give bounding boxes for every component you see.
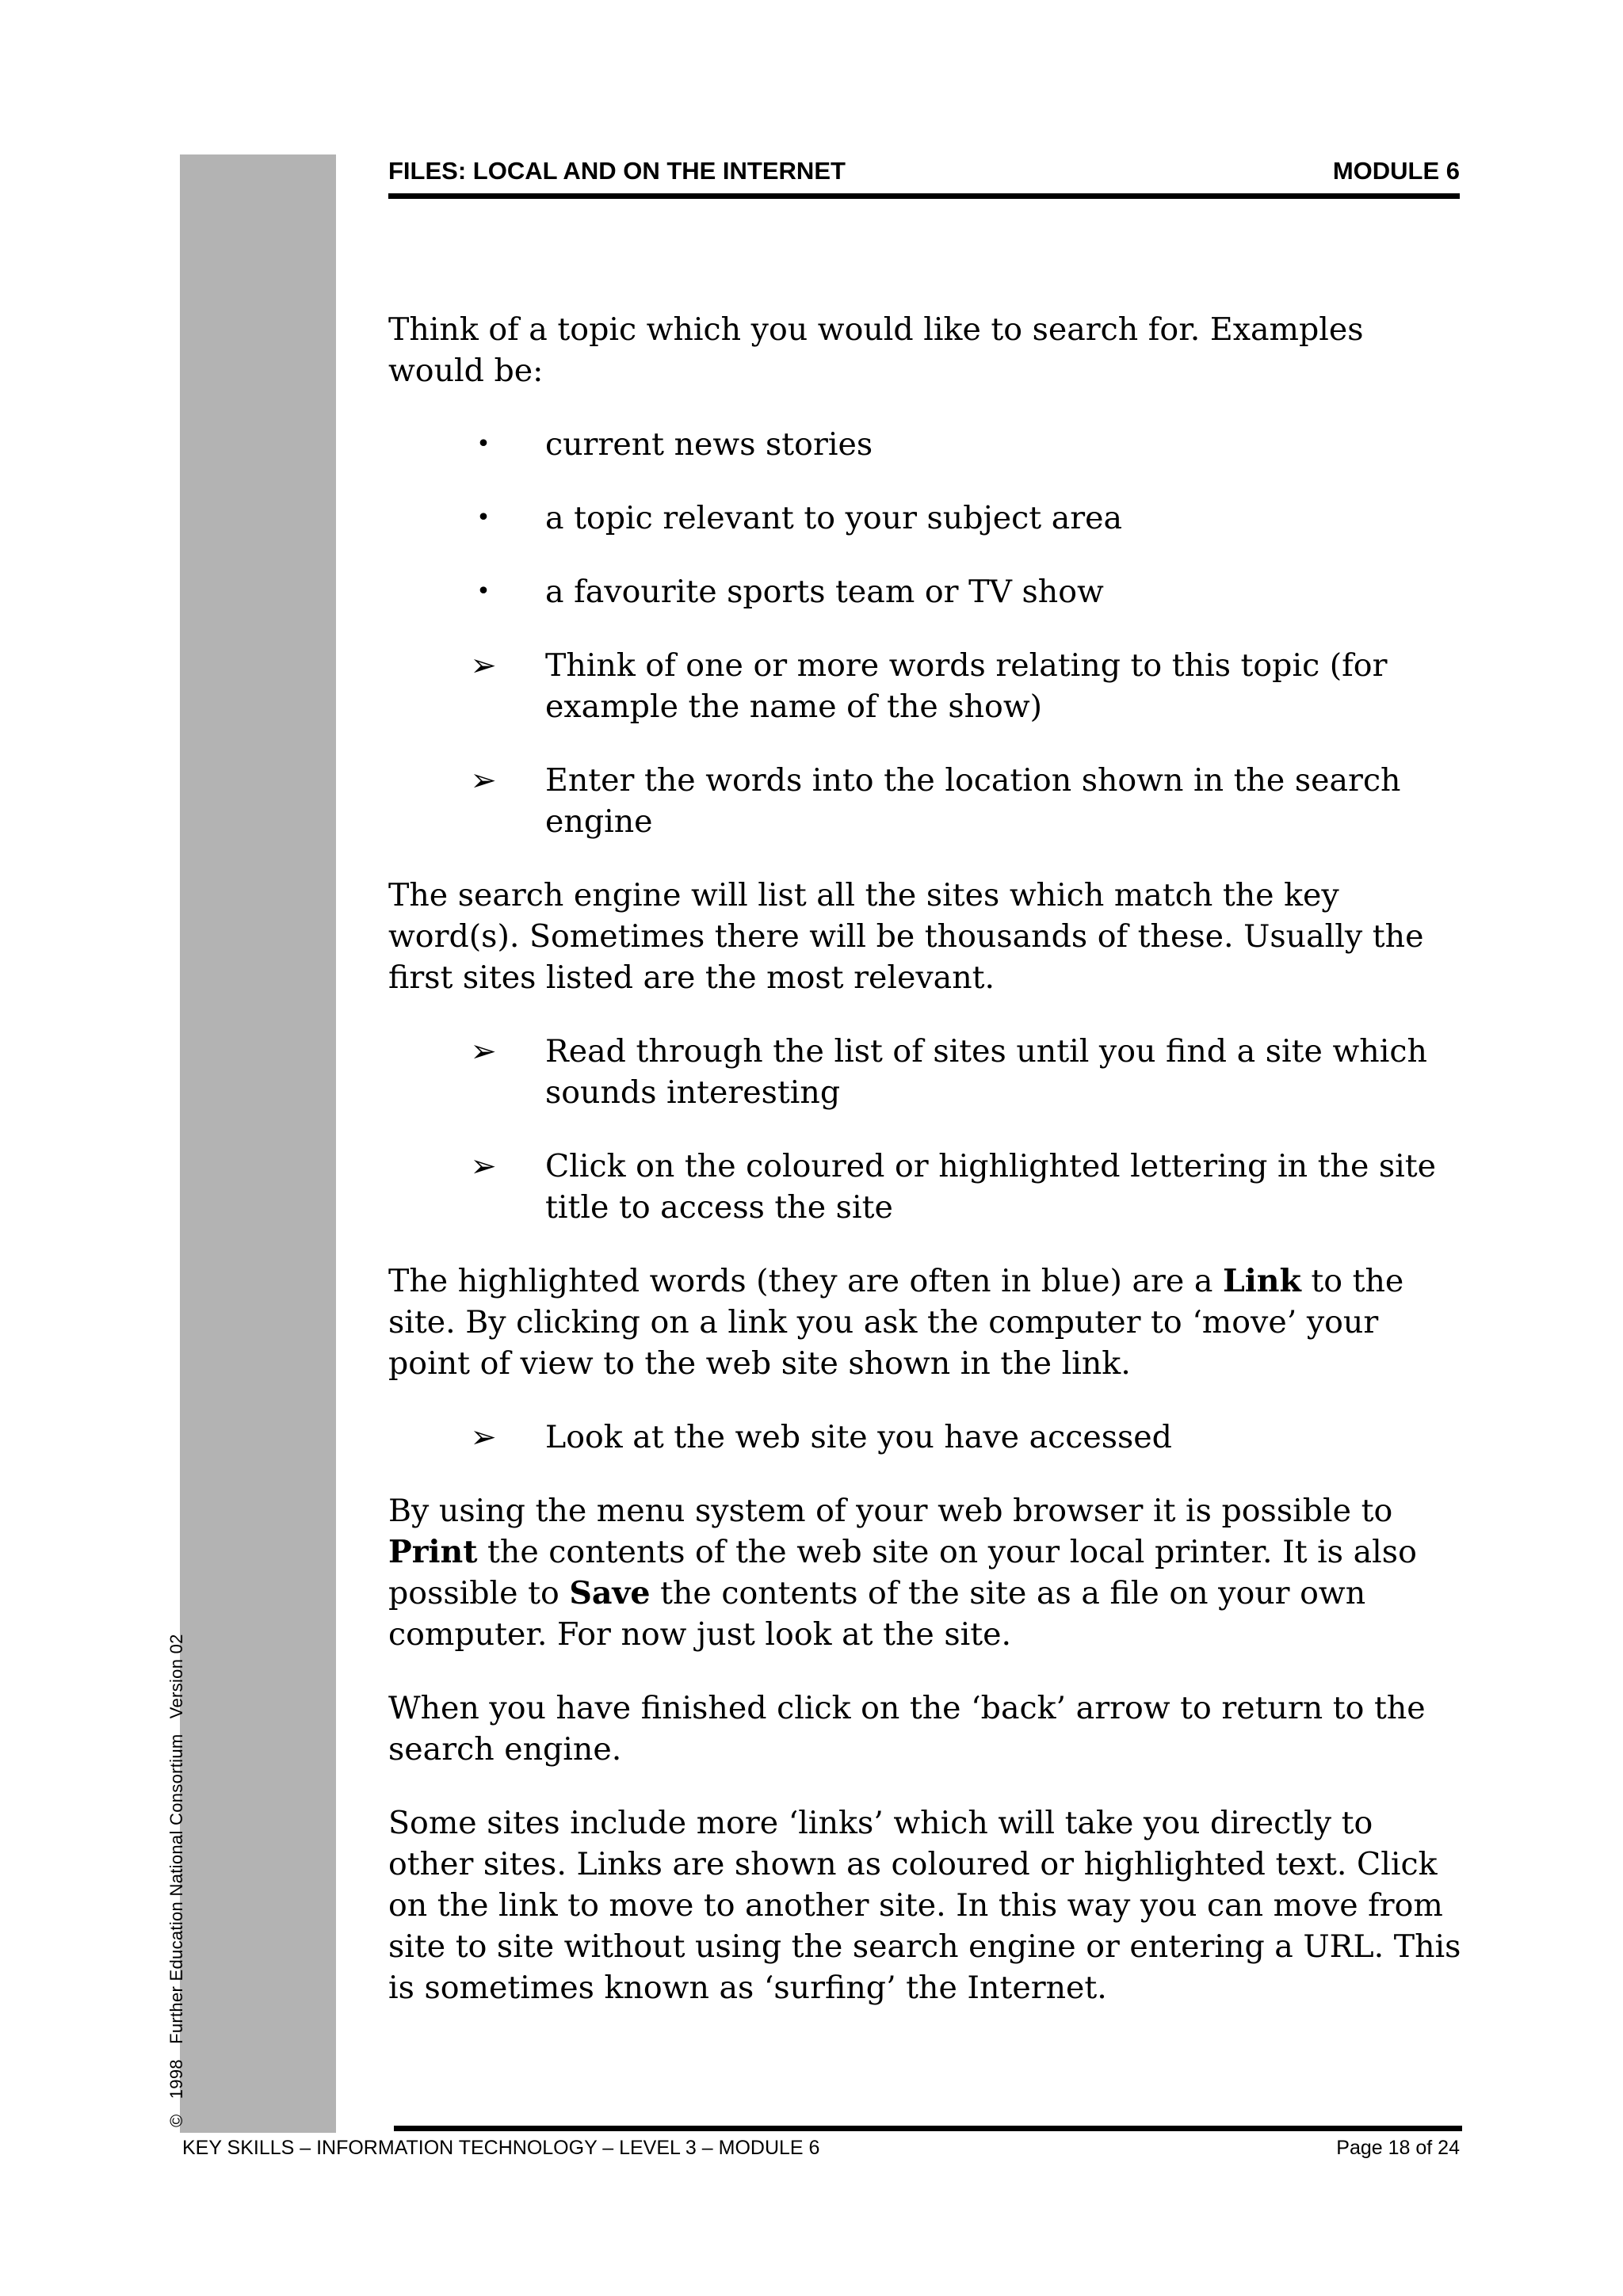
page-header: [388, 157, 1460, 189]
link-paragraph: The highlighted words (they are often in blue) are a Link to the site. By clicking on a link you ask the computer to ‘move’ your point of view to the web site shown in the link.: [388, 1263, 1404, 1382]
search-results-paragraph: The search engine will list all the sites which match the key word(s). Sometimes there will be thousands of these. Usually the first sites listed are the most relevant.: [388, 877, 1424, 996]
list-item: [388, 424, 1466, 465]
intro-paragraph: Think of a topic which you would like to search for. Examples would be:: [388, 311, 1364, 389]
step-item: [388, 1031, 1466, 1113]
step-text: Click on the coloured or highlighted lettering in the site title to access the site: [545, 1148, 1437, 1226]
sidebar-band: [180, 154, 336, 2133]
step-item: [388, 645, 1466, 727]
example-text: a favourite sports team or TV show: [545, 574, 1104, 610]
copyright-notice: © 1998 Further Education National Consortium Version 02: [166, 1634, 186, 2127]
course-title: KEY SKILLS – INFORMATION TECHNOLOGY – LEVEL 3 – MODULE 6: [182, 2137, 820, 2159]
step-text: Look at the web site you have accessed: [545, 1419, 1172, 1455]
page-number: Page 18 of 24: [1336, 2137, 1460, 2159]
surfing-paragraph: Some sites include more ‘links’ which will take you directly to other sites. Links are shown as coloured or highlighted text. Click on the link to move to another site. In this way you can move from site to site without using the search engine or entering a URL. This is sometimes known as ‘surfing’ the Internet.: [388, 1805, 1461, 2006]
bullet-icon: •: [476, 430, 491, 458]
arrow-bullet-icon: ➢: [470, 1148, 497, 1184]
arrow-bullet-icon: ➢: [470, 762, 497, 799]
step-text: Enter the words into the location shown in the search engine: [545, 762, 1401, 840]
print-save-paragraph: By using the menu system of your web browser it is possible to Print the contents of the web site on your local printer. It is also possible to Save the contents of the site as a file on your own computer. For now just look at the site.: [388, 1493, 1417, 1653]
list-item: [388, 571, 1466, 612]
example-text: a topic relevant to your subject area: [545, 500, 1123, 536]
step-item: [388, 760, 1466, 842]
arrow-bullet-icon: ➢: [470, 1033, 497, 1070]
print-term: Print: [388, 1534, 478, 1570]
page-body: [388, 309, 1466, 2041]
footer-divider: [394, 2126, 1462, 2131]
section-title: FILES: LOCAL AND ON THE INTERNET: [388, 157, 846, 185]
link-term: Link: [1222, 1263, 1301, 1299]
arrow-bullet-icon: ➢: [470, 1419, 497, 1455]
bullet-icon: •: [476, 504, 491, 532]
step-item: [388, 1146, 1466, 1228]
bullet-icon: •: [476, 578, 491, 605]
step-item: [388, 1417, 1466, 1458]
example-text: current news stories: [545, 426, 873, 463]
header-divider: [388, 193, 1460, 199]
save-term: Save: [569, 1575, 651, 1611]
module-label: MODULE 6: [1332, 157, 1460, 185]
step-text: Read through the list of sites until you find a site which sounds interesting: [545, 1033, 1427, 1111]
page-footer: [182, 2137, 1460, 2161]
list-item: [388, 498, 1466, 539]
arrow-bullet-icon: ➢: [470, 647, 497, 684]
back-paragraph: When you have finished click on the ‘back’ arrow to return to the search engine.: [388, 1690, 1426, 1768]
step-text: Think of one or more words relating to this topic (for example the name of the show): [545, 647, 1388, 725]
